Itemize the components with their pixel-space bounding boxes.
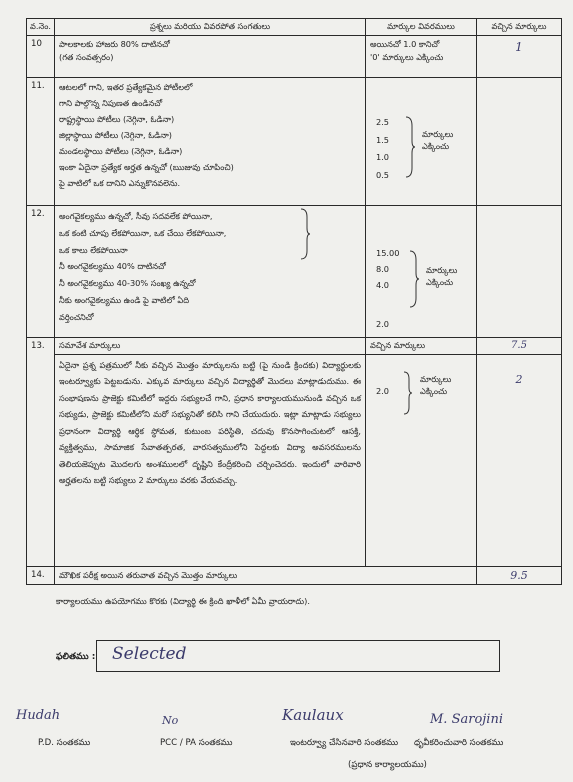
marks-value: 1.0 [376, 152, 390, 163]
row-question-title: సమావేశ మార్కులు [55, 338, 366, 355]
row-marks-details [366, 36, 477, 78]
question-line: (గత సంవత్సరం) [59, 51, 114, 62]
question-line: ఒక కాలు లేకపోయినా [59, 244, 128, 255]
curly-brace-icon [402, 371, 414, 415]
marks-value: 2.0 [376, 385, 390, 396]
row-number: 10 [27, 36, 55, 78]
curly-brace-icon [408, 250, 420, 308]
brace-note: ఎక్కించు [422, 141, 450, 152]
question-line: నీకు అంగవైకల్యము ఉండి పై వాటిలో ఏది [59, 295, 189, 306]
row-marks-details [366, 206, 477, 338]
handwritten-mark: 2 [515, 372, 523, 386]
row-obtained [477, 78, 562, 206]
table-row [27, 354, 562, 566]
result-handwritten: Selected [112, 644, 187, 664]
signature-pcc: No [162, 714, 179, 727]
marks-value: 0.5 [376, 169, 390, 180]
question-line: పై వాటిలో ఒక దానిని ఎన్నుకొనవలెను. [59, 177, 181, 188]
table-row [27, 206, 562, 338]
marks-value: 15.00 [376, 248, 400, 258]
signature-label-verifier: ధృవీకరించువారి సంతకము [414, 738, 504, 748]
question-line: మండలస్థాయి పోటీలు (నెగ్గినా, ఓడినా) [59, 145, 183, 156]
brace-note: మార్కులు [426, 265, 458, 275]
header-marks-details: మార్కుల వివరములు [366, 19, 477, 36]
marks-value: 2.0 [376, 319, 390, 329]
marks-line: '0' మార్కులు ఎక్కించు [370, 51, 444, 62]
question-line: జిల్లాస్థాయి పోటీలు (నెగ్గినా, ఓడినా) [59, 129, 172, 140]
row-obtained [477, 354, 562, 566]
table-header-row [27, 19, 562, 36]
office-use-note: కార్యాలయము ఉపయోగము కొరకు (విద్యార్థి ఈ క్రింది ఖాళీలో ఏమీ వ్రాయరాదు). [56, 596, 310, 606]
handwritten-mark: 9.5 [510, 568, 528, 582]
handwritten-mark: 7.5 [511, 340, 527, 351]
row-obtained [477, 338, 562, 355]
marks-value: 8.0 [376, 263, 390, 274]
header-serial: వ.నెం. [27, 19, 55, 36]
row-obtained [477, 36, 562, 78]
row-question [55, 78, 366, 206]
question-line: రాష్ట్రస్థాయి పోటీలు (నెగ్గినా, ఓడినా) [59, 113, 175, 124]
row-obtained [477, 206, 562, 338]
table-row [27, 566, 562, 584]
brace-note: మార్కులు [420, 373, 452, 384]
signature-label-interviewer: ఇంటర్వ్యూ చేసినవారి సంతకము [290, 738, 399, 748]
row-question: మౌఖిక పరీక్ష అయిన తరువాత వచ్చిన మొత్తం మార్కులు [55, 566, 477, 584]
marks-line: అయినచో 1.0 కానిచో [370, 39, 440, 49]
signature-label-pcc: PCC / PA సంతకము [160, 738, 233, 748]
brace-note: మార్కులు [422, 129, 454, 139]
question-line: వర్తించనిచో [59, 311, 94, 322]
question-line: గాని పాల్గొన్న నిపుణత ఉండినచో [59, 97, 163, 108]
table-row [27, 36, 562, 78]
row-marks-details [366, 78, 477, 206]
marks-value: 2.5 [376, 117, 390, 127]
question-line: పాలకాలకు హాజరు 80% దాటినచో [59, 39, 170, 49]
row-number: 11. [27, 78, 55, 206]
brace-note: ఎక్కించు [420, 385, 448, 396]
signature-interviewer: Kaulaux [282, 706, 344, 724]
marks-value: 4.0 [376, 279, 390, 290]
question-line: అంగవైకల్యము ఉన్నచో, సీవు సదవలేక పోయినా, [59, 211, 213, 221]
curly-brace-icon [404, 116, 416, 178]
interview-paragraph: ఏదైనా ప్రశ్న పత్రములో నీకు వచ్చిన మొత్తం మార్కులను బట్టి (పై నుండి క్రిందకు) విద్యార్థులకు ఇంటర్వ్యూకు పెట్టబడును. ఎక్కువ మార్కులు వచ్చిన విద్యార్థితో మొదలు మాట్లాడుదుము. ఈ సంభాషణను ప్రాజెక్టు కమిటీలో ఇద్దరు సభ్యులచే గాని, ప్రధాన కార్యాలయమునుండి వచ్చిన ఒక సభ్యుడు, ప్రాజెక్టు కమిటీలోని మరో సభ్యునితో కలిసి గాని చేయుదురు. ఇట్లా మాట్లాడు సభ్యులు ప్రధానంగా విద్యార్థి ఆర్థిక స్థోమత, కుటుంబ పరిస్థితి, చదువు కొనసాగించుటలో ఆసక్తి, వ్యక్తిత్వము, సామాజిక సేవాతత్పరత, వారసత్వములోని పెద్దలకు విద్యా అవసరములను తెలియజెప్పుట మొదలగు అంశములలో దృష్టిని కేంద్రీకరించి చర్చించెదరు. ఇందులో వారివారి అర్హతలను బట్టి సభ్యులు 2 మార్కులు వరకు వేయవచ్చు. [59, 359, 361, 486]
row-number: 12. [27, 206, 55, 338]
row-marks-details [366, 354, 477, 566]
head-office-note: (ప్రధాన కార్యాలయము) [348, 760, 427, 770]
brace-note: ఎక్కించు [426, 277, 454, 288]
row-question [55, 206, 366, 338]
signature-verifier: M. Sarojini [430, 712, 503, 727]
header-obtained-marks: వచ్చిన మార్కులు [477, 19, 562, 36]
row-number: 13. [27, 338, 55, 567]
row-obtained [477, 566, 562, 584]
question-line: ఇంకా ఏదైనా ప్రత్యేక అర్హత ఉన్నచో (ఋజువు చూపించి) [59, 161, 234, 172]
row-title-right: వచ్చిన మార్కులు [366, 338, 477, 355]
signature-label-pd: P.D. సంతకము [38, 738, 91, 748]
signature-pd: Hudah [16, 708, 61, 723]
row-question [55, 36, 366, 78]
row-number: 14. [27, 566, 55, 584]
question-line: ఒక కంటి చూపు లేకపోయినా, ఒక చేయి లేకపోయినా, [59, 227, 227, 238]
header-questions: ప్రశ్నలు మరియు వివరపోత సంగతులు [55, 19, 366, 36]
row-question [55, 354, 366, 566]
question-line: ఆటలలో గాని, ఇతర ప్రత్యేకమైన పోటీలలో [59, 82, 193, 92]
question-line: నీ అంగవైకల్యము 40% దాటినచో [59, 261, 166, 272]
question-line: నీ అంగవైకల్యము 40-30% సంఖ్య ఉన్నచో [59, 278, 196, 289]
curly-brace-icon [299, 208, 311, 260]
table-row [27, 338, 562, 355]
marks-value: 1.5 [376, 134, 390, 145]
handwritten-mark: 1 [515, 40, 523, 54]
evaluation-table [26, 18, 562, 585]
result-label: ఫలితము : [56, 652, 96, 662]
table-row [27, 78, 562, 206]
